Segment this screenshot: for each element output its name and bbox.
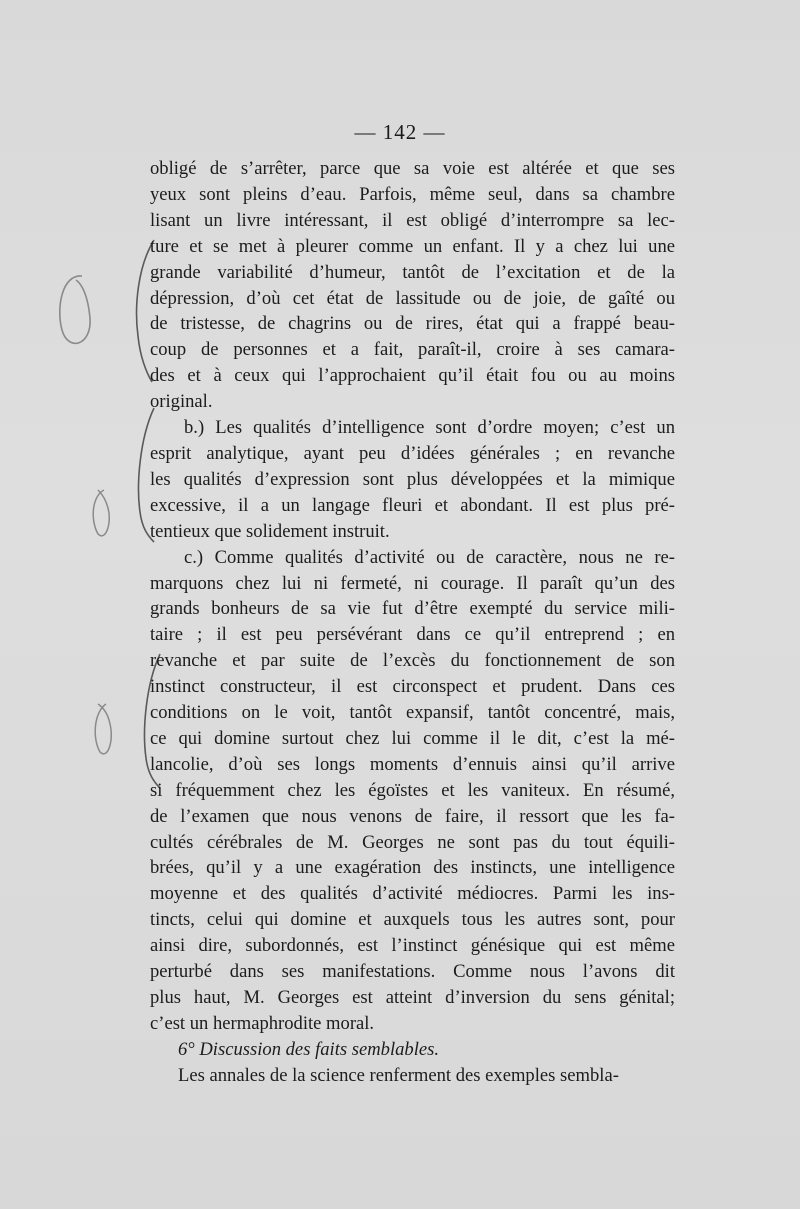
- text-line: tincts, celui qui domine et auxquels tous les autres sont, pour: [150, 909, 675, 931]
- margin-annotation-zero-3: [86, 700, 120, 760]
- text-line: les qualités d’expression sont plus développées et la mimique: [150, 468, 675, 490]
- text-line: lisant un livre intéressant, il est obligé d’interrompre sa lec-: [150, 209, 675, 231]
- text-line: Les annales de la science renferment des exemples sembla-: [178, 1064, 619, 1086]
- paragraph-continuation: [150, 156, 675, 415]
- text-line: tentieux que solidement instruit.: [150, 520, 390, 542]
- text-line: des et à ceux qui l’approchaient qu’il était fou ou au moins: [150, 365, 675, 387]
- text-line: conditions on le voit, tantôt expansif, tantôt concentré, mais,: [150, 702, 675, 724]
- paragraph-activity: [150, 545, 675, 1037]
- text-line: moyenne et des qualités d’activité médiocres. Parmi les ins-: [150, 883, 675, 905]
- text-line: c’est un hermaphrodite moral.: [150, 1012, 375, 1034]
- page-number: — 142 —: [354, 120, 446, 144]
- text-line: original.: [150, 391, 213, 413]
- text-line: revanche et par suite de l’excès du fonctionnement de son: [150, 650, 675, 672]
- text-line: ce qui domine surtout chez lui comme il le dit, c’est la mé-: [150, 727, 675, 749]
- text-line: excessive, il a un langage fleuri et abondant. Il est plus pré-: [150, 494, 675, 516]
- text-line: de l’examen que nous venons de faire, il ressort que les fa-: [150, 805, 675, 827]
- text-line: de tristesse, de chagrins ou de rires, état qui a frappé beau-: [150, 313, 675, 335]
- section-heading: 6° Discussion des faits semblables.: [178, 1038, 440, 1060]
- text-line: ture et se met à pleurer comme un enfant. Il y a chez lui une: [150, 235, 675, 257]
- text-line: yeux sont pleins d’eau. Parfois, même seul, dans sa chambre: [150, 183, 675, 205]
- text-line: cultés cérébrales de M. Georges ne sont pas du tout équili-: [150, 831, 675, 853]
- text-line: lancolie, d’où ses longs moments d’ennuis ainsi qu’il arrive: [150, 753, 675, 775]
- text-line: b.) Les qualités d’intelligence sont d’ordre moyen; c’est un: [184, 417, 675, 439]
- text-line: marquons chez lui ni fermeté, ni courage. Il paraît qu’un des: [150, 572, 675, 594]
- paragraph-intelligence: [150, 415, 675, 545]
- paragraph-annals: [150, 1063, 675, 1089]
- text-line: ainsi dire, subordonnés, est l’instinct génésique qui est même: [150, 935, 675, 957]
- text-line: coup de personnes et a fait, paraît-il, croire à ses camara-: [150, 339, 675, 361]
- text-line: taire ; il est peu persévérant dans ce qu’il entreprend ; en: [150, 624, 675, 646]
- text-line: obligé de s’arrêter, parce que sa voie est altérée et que ses: [150, 158, 675, 179]
- text-line: si fréquemment chez les égoïstes et les vaniteux. En résumé,: [150, 779, 675, 801]
- text-line: grande variabilité d’humeur, tantôt de l’excitation et de la: [150, 261, 675, 283]
- text-line: instinct constructeur, il est circonspect et prudent. Dans ces: [150, 676, 675, 698]
- text-line: esprit analytique, ayant peu d’idées générales ; en revanche: [150, 442, 675, 464]
- text-line: plus haut, M. Georges est atteint d’inversion du sens génital;: [150, 987, 675, 1008]
- margin-annotation-zero-1: [52, 268, 98, 350]
- body-text: [150, 156, 675, 1089]
- text-line: brées, qu’il y a une exagération des instincts, une intelligence: [150, 857, 675, 879]
- text-line: grands bonheurs de sa vie fut d’être exempté du service mili-: [150, 598, 675, 620]
- text-line: dépression, d’où cet état de lassitude ou de joie, de gaîté ou: [150, 287, 675, 309]
- margin-annotation-zero-2: [86, 486, 116, 542]
- text-line: c.) Comme qualités d’activité ou de caractère, nous ne re-: [184, 546, 675, 568]
- text-line: perturbé dans ses manifestations. Comme nous l’avons dit: [150, 961, 675, 983]
